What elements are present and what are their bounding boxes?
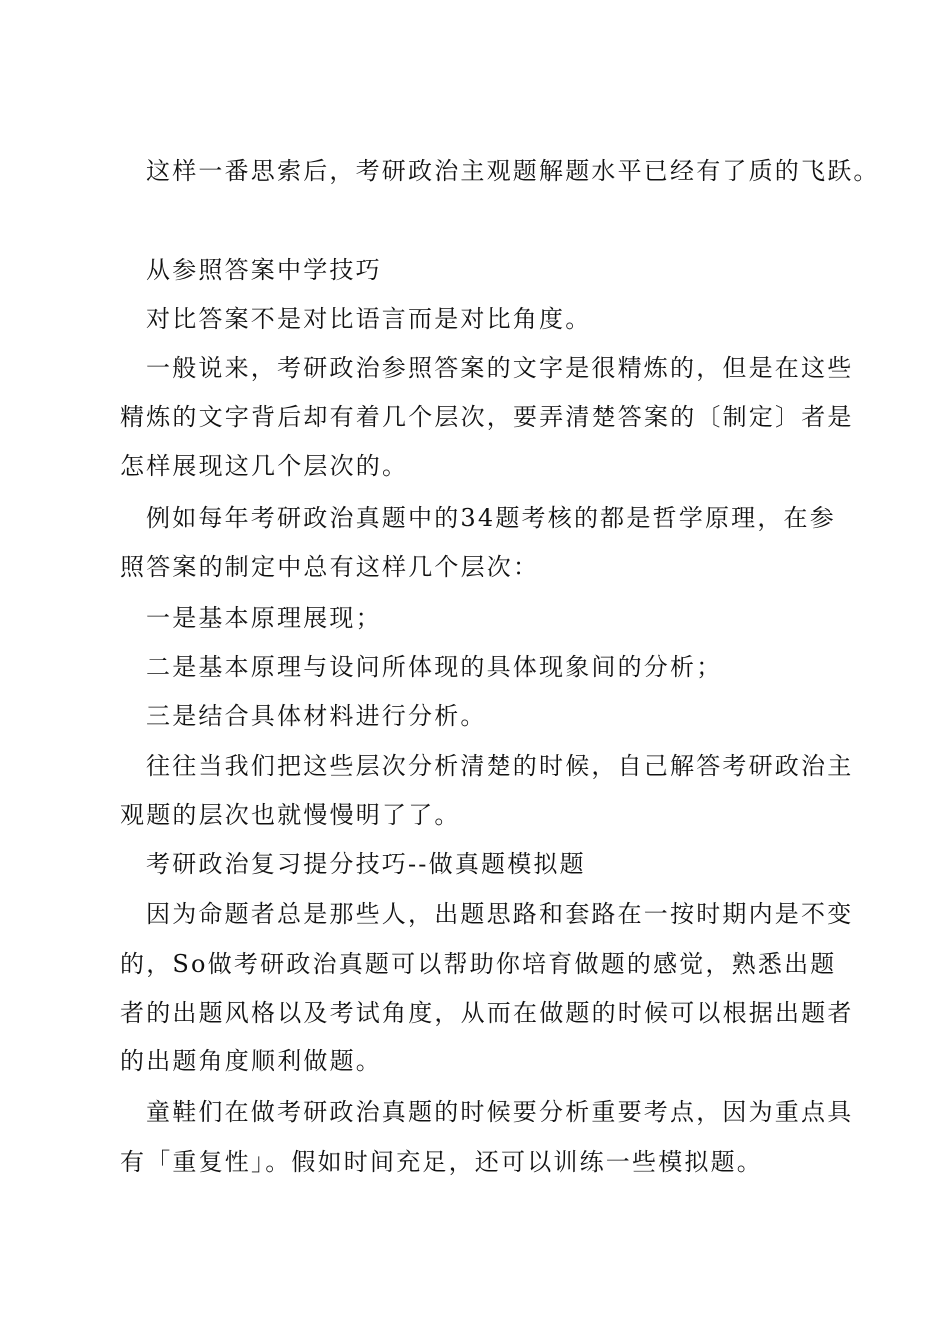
paragraph-line: 者的出题风格以及考试角度，从而在做题的时候可以根据出题者	[120, 999, 854, 1027]
paragraph-line: 对比答案不是对比语言而是对比角度。	[146, 305, 592, 333]
paragraph-line: 有「重复性」。假如时间充足，还可以训练一些模拟题。	[120, 1148, 763, 1176]
paragraph-line: 的出题角度顺利做题。	[120, 1047, 382, 1075]
list-item: 一是基本原理展现；	[146, 604, 382, 632]
paragraph-line: 照答案的制定中总有这样几个层次：	[120, 553, 540, 581]
paragraph-line: 的，So做考研政治真题可以帮助你培育做题的感觉，熟悉出题	[120, 950, 837, 978]
section-heading: 从参照答案中学技巧	[146, 256, 382, 284]
section-heading: 考研政治复习提分技巧--做真题模拟题	[146, 850, 586, 878]
paragraph-line: 一般说来，考研政治参照答案的文字是很精炼的，但是在这些	[146, 354, 854, 382]
paragraph-line: 因为命题者总是那些人，出题思路和套路在一按时期内是不变	[146, 900, 854, 928]
paragraph-line: 精炼的文字背后却有着几个层次，要弄清楚答案的〔制定〕者是	[120, 403, 854, 431]
list-item: 三是结合具体材料进行分析。	[146, 702, 487, 730]
list-item: 二是基本原理与设问所体现的具体现象间的分析；	[146, 653, 723, 681]
paragraph-line: 童鞋们在做考研政治真题的时候要分析重要考点，因为重点具	[146, 1098, 854, 1126]
paragraph-line: 往往当我们把这些层次分析清楚的时候，自己解答考研政治主	[146, 752, 854, 780]
paragraph-line: 怎样展现这几个层次的。	[120, 452, 409, 480]
paragraph-line: 观题的层次也就慢慢明了了。	[120, 801, 461, 829]
paragraph-line: 例如每年考研政治真题中的34题考核的都是哲学原理，在参	[146, 504, 836, 532]
paragraph-line: 这样一番思索后，考研政治主观题解题水平已经有了质的飞跃。	[146, 157, 880, 185]
